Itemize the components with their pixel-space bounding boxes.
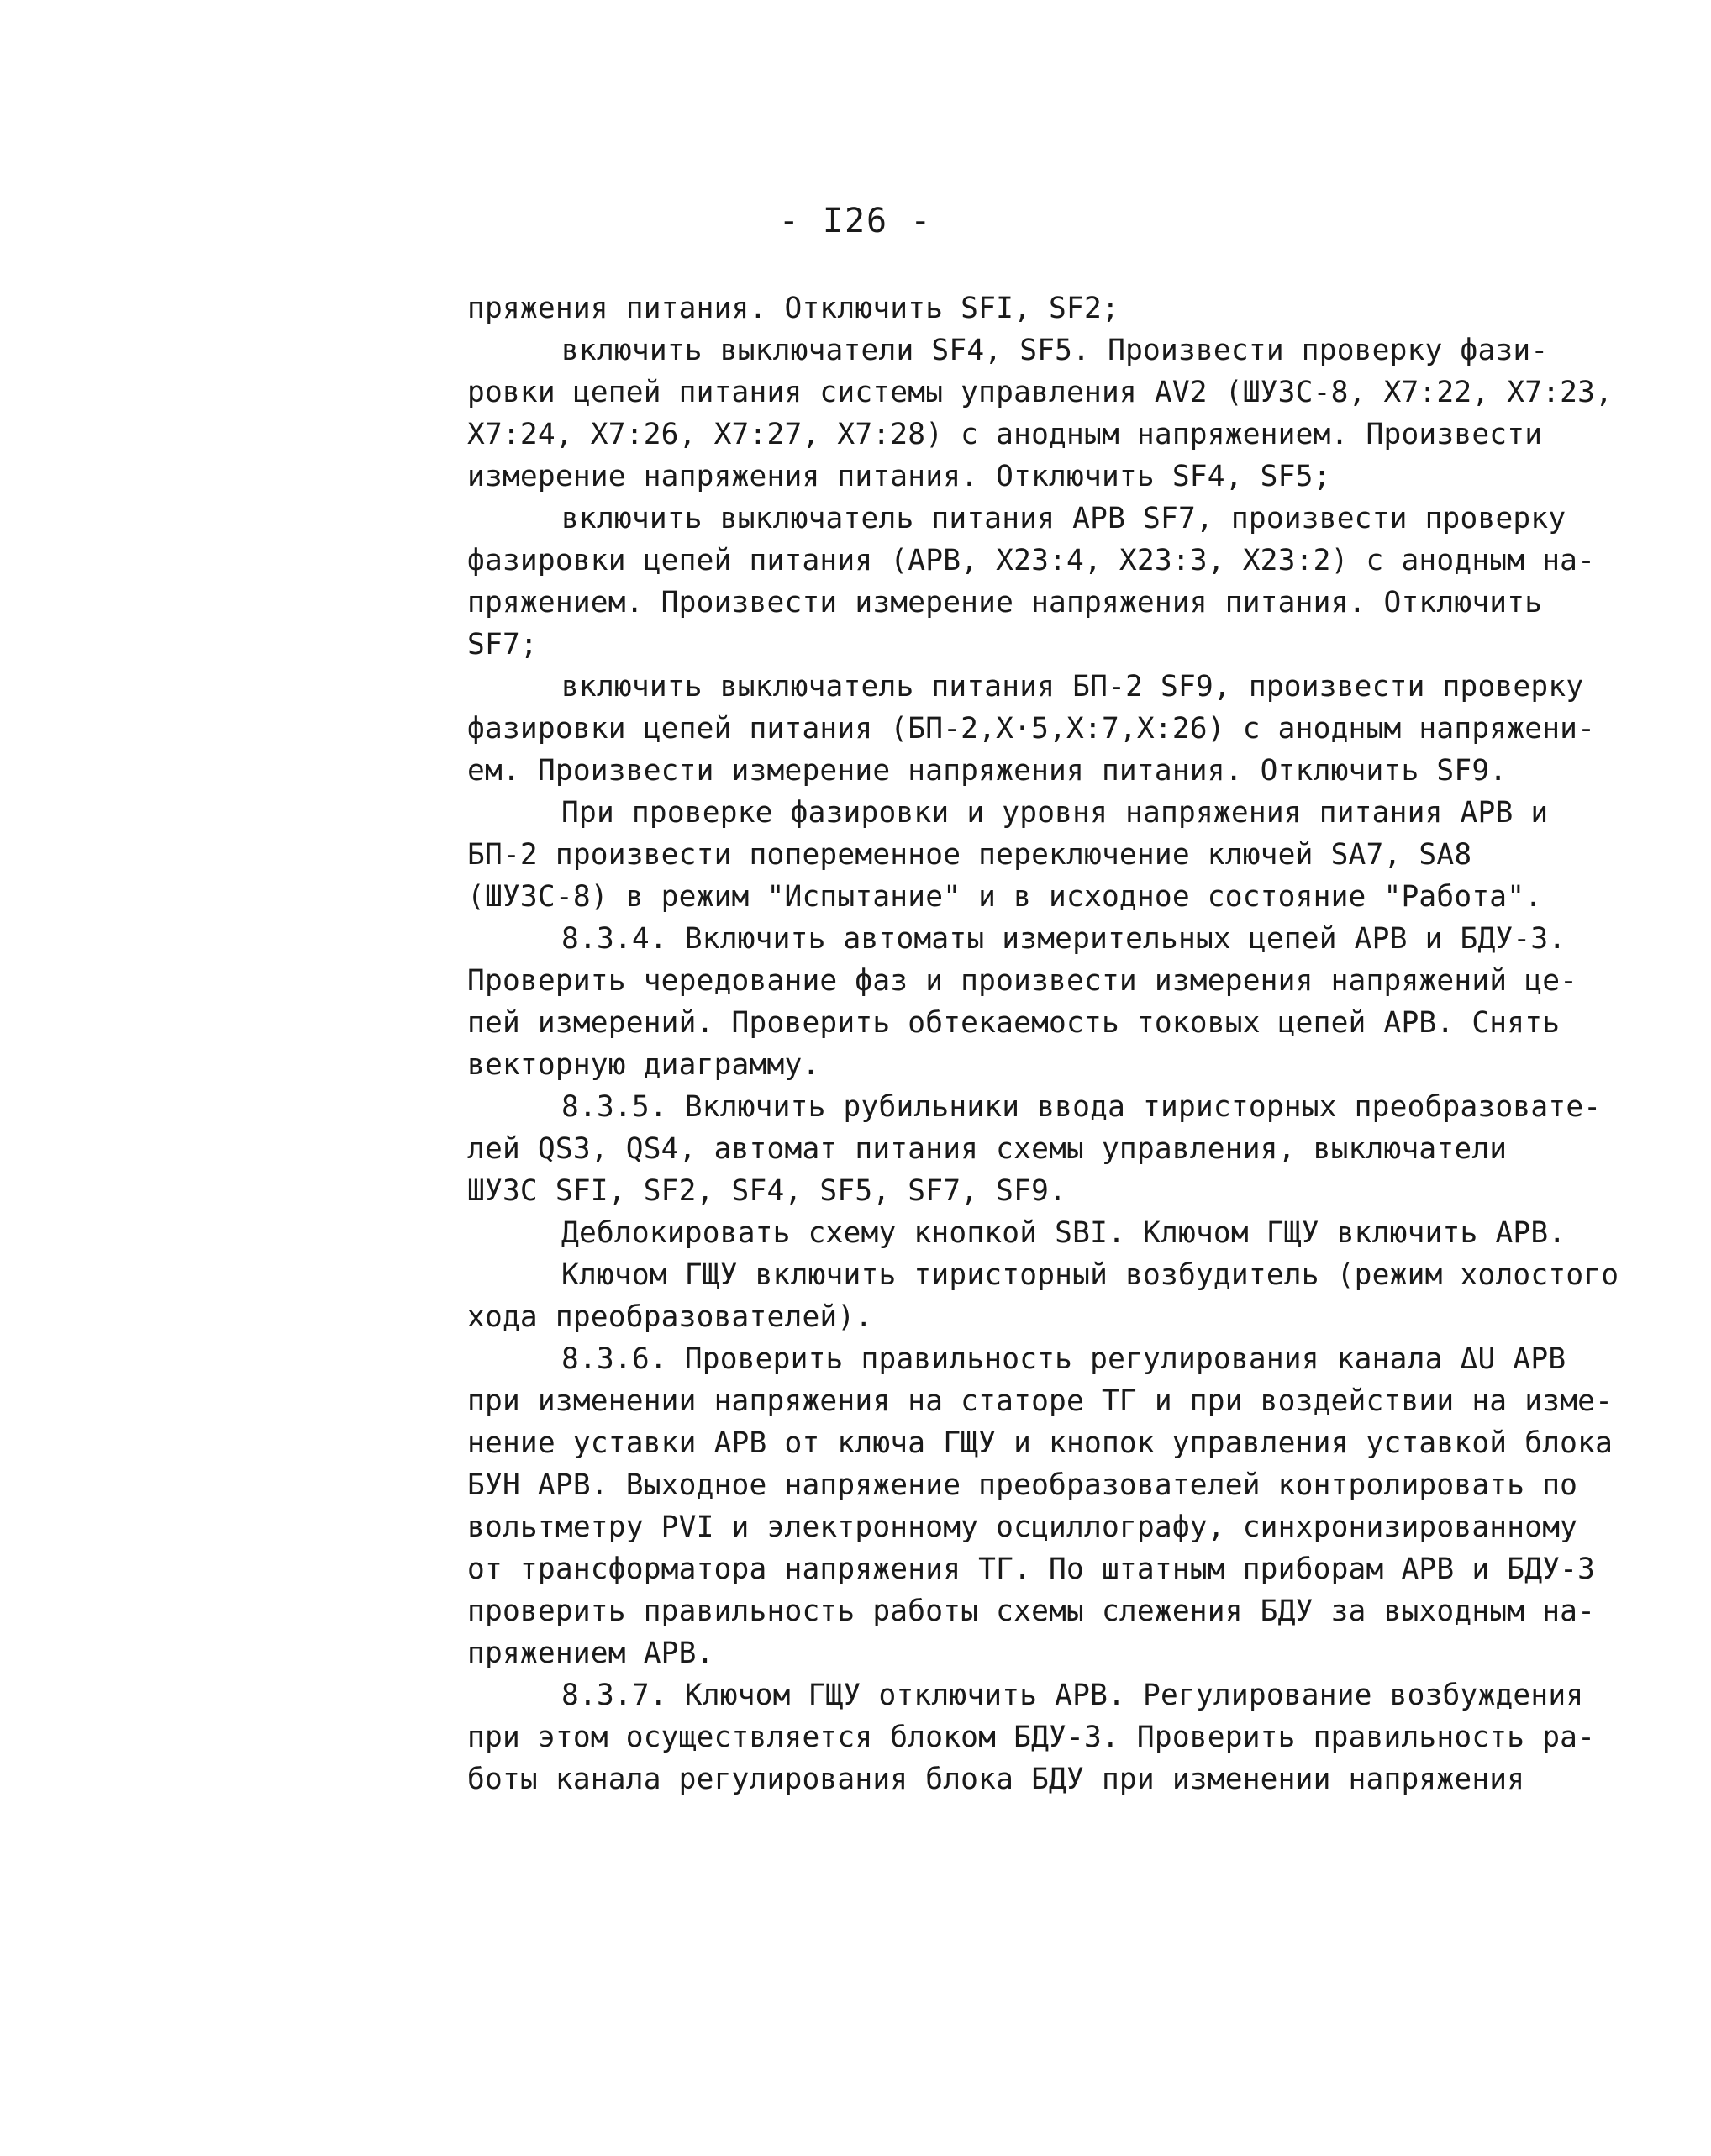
text-line: фазировки цепей питания (АРВ, X23:4, X23:3, X23:2) с анодным на- (467, 544, 1596, 577)
text-line: проверить правильность работы схемы слежения БДУ за выходным на- (467, 1595, 1596, 1628)
body-text (467, 287, 1619, 1800)
text-line: БП-2 произвести попеременное переключение ключей SA7, SA8 (467, 838, 1472, 872)
text-line: при этом осуществляется блоком БДУ-3. Проверить правильность ра- (467, 1721, 1596, 1754)
text-line: Деблокировать схему кнопкой SBI. Ключом ГЩУ включить АРВ. (561, 1216, 1566, 1250)
text-line: хода преобразователей). (467, 1300, 873, 1334)
text-line: при изменении напряжения на статоре ТГ и при воздействии на изме- (467, 1384, 1614, 1418)
text-line: Ключом ГЩУ включить тиристорный возбудитель (режим холостого (561, 1258, 1619, 1292)
text-line: боты канала регулирования блока БДУ при изменении напряжения (467, 1763, 1525, 1796)
text-line: лей QS3, QS4, автомат питания схемы управления, выключатели (467, 1132, 1508, 1166)
text-line: пряжением. Произвести измерение напряжения питания. Отключить (467, 586, 1543, 619)
text-line: БУН АРВ. Выходное напряжение преобразователей контролировать по (467, 1468, 1578, 1502)
text-line: SF7; (467, 628, 538, 662)
page-number: - I26 - (778, 202, 933, 240)
text-line: пряжения питания. Отключить SFI, SF2; (467, 292, 1119, 325)
text-line: ровки цепей питания системы управления AV2 (ШУЗС-8, X7:22, X7:23, (467, 376, 1614, 409)
text-line: включить выключатель питания БП-2 SF9, произвести проверку (561, 670, 1584, 704)
text-line: векторную диаграмму. (467, 1048, 820, 1082)
text-line: ШУЗС SFI, SF2, SF4, SF5, SF7, SF9. (467, 1174, 1067, 1208)
text-line: 8.3.5. Включить рубильники ввода тиристорных преобразовате- (561, 1090, 1602, 1124)
text-line: X7:24, X7:26, X7:27, X7:28) с анодным напряжением. Произвести (467, 418, 1543, 451)
text-line: от трансформатора напряжения ТГ. По штатным приборам АРВ и БДУ-3 (467, 1552, 1596, 1586)
text-line: ем. Произвести измерение напряжения питания. Отключить SF9. (467, 754, 1508, 788)
text-line: 8.3.6. Проверить правильность регулирования канала ΔU АРВ (561, 1342, 1566, 1376)
text-line: включить выключатель питания АРВ SF7, произвести проверку (561, 502, 1566, 535)
text-line: включить выключатели SF4, SF5. Произвести проверку фази- (561, 334, 1549, 367)
text-line: 8.3.4. Включить автоматы измерительных цепей АРВ и БДУ-3. (561, 922, 1566, 956)
text-line: Проверить чередование фаз и произвести измерения напряжений це- (467, 964, 1578, 998)
text-line: пряжением АРВ. (467, 1637, 714, 1670)
text-line: (ШУЗС-8) в режим "Испытание" и в исходное состояние "Работа". (467, 880, 1543, 914)
text-line: При проверке фазировки и уровня напряжения питания АРВ и (561, 796, 1549, 830)
text-line: 8.3.7. Ключом ГЩУ отключить АРВ. Регулирование возбуждения (561, 1679, 1584, 1712)
text-line: фазировки цепей питания (БП-2,X·5,X:7,X:26) с анодным напряжени- (467, 712, 1596, 746)
text-line: измерение напряжения питания. Отключить SF4, SF5; (467, 460, 1331, 493)
text-line: вольтметру PVI и электронному осциллографу, синхронизированному (467, 1510, 1578, 1544)
text-line: пей измерений. Проверить обтекаемость токовых цепей АРВ. Снять (467, 1006, 1561, 1040)
text-line: нение уставки АРВ от ключа ГЩУ и кнопок управления уставкой блока (467, 1426, 1614, 1460)
